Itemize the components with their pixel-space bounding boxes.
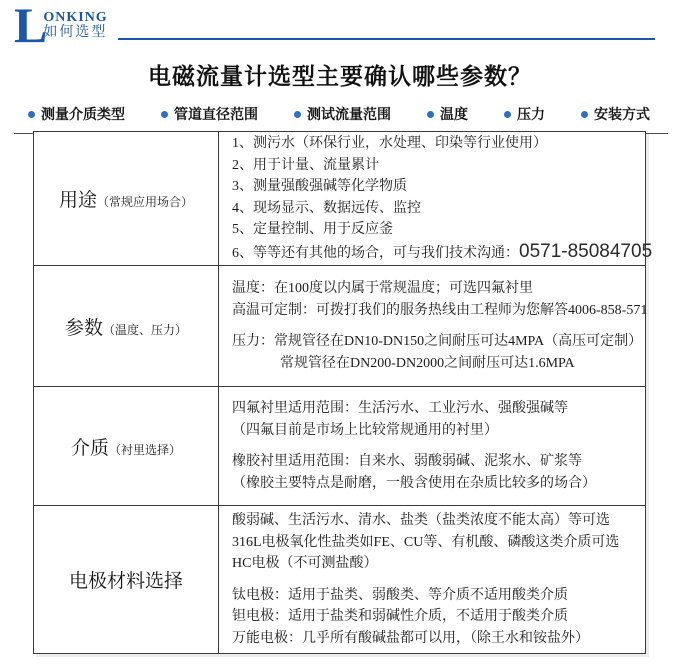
- bullet-item: [294, 104, 391, 124]
- row-content-cell: [219, 132, 660, 265]
- content-line: [232, 353, 647, 375]
- selection-table: [33, 131, 653, 654]
- bullet-label: 压力: [517, 108, 545, 123]
- bullet-item: [581, 104, 650, 124]
- row-content-cell: [219, 266, 655, 386]
- row-content-cell: [219, 506, 645, 653]
- page-title: 电磁流量计选型主要确认哪些参数？: [148, 64, 532, 89]
- content-line-text: 常规管径在DN200-DN2000之间耐压可达1.6MPA: [280, 355, 575, 371]
- content-line-text: 四氟衬里适用范围：生活污水、工业污水、强酸强碱等: [232, 401, 568, 416]
- content-line: [232, 278, 647, 300]
- row-label-title: 介质: [70, 437, 109, 459]
- content-line-text: 1、测污水（环保行业，水处理、印染等行业使用）: [232, 136, 547, 151]
- table-row: [34, 266, 648, 387]
- content-line-text: 5、定量控制、用于反应釜: [232, 222, 393, 237]
- bullet-label: 安装方式: [594, 108, 650, 123]
- content-line: [232, 451, 637, 473]
- content-line: [232, 398, 637, 420]
- table-row: [34, 132, 653, 266]
- bullet-label: 测量介质类型: [41, 108, 125, 123]
- content-line: [232, 420, 637, 442]
- bullet-row: [28, 104, 650, 124]
- content-line: [232, 241, 652, 265]
- logo-text: [43, 4, 107, 41]
- row-label: [59, 185, 193, 212]
- logo-underline-rule: [118, 38, 655, 40]
- content-line-text: 2、用于计量、流量累计: [232, 157, 379, 173]
- logo-brand: ONKING: [43, 10, 108, 25]
- content-line-text: 3、测量强酸强碱等化学物质: [232, 179, 407, 194]
- row-label-note: （衬里选择）: [109, 442, 182, 457]
- content-line-text: 6、等等还有其他的场合，可与我们技术沟通：: [232, 245, 519, 261]
- content-line: [232, 300, 647, 322]
- content-line: [232, 606, 637, 628]
- content-line-text: 温度：在100度以内属于常规温度；可选四氟衬里: [232, 281, 533, 296]
- logo-letter-icon: L: [14, 0, 48, 53]
- content-line-text: 高温可定制：可拨打我们的服务热线由工程师为您解答4006-858-571: [232, 302, 648, 318]
- content-line-text: 压力：常规管径在DN10-DN150之间耐压可达4MPA（高压可定制）: [232, 334, 643, 349]
- content-line-text: （橡胶主要特点是耐磨，一般含使用在杂质比较多的场合）: [232, 475, 596, 491]
- content-line-text: 酸弱碱、生活污水、清水、盐类（盐类浓度不能太高）等可选: [232, 513, 610, 528]
- content-line-text: 钽电极：适用于盐类和弱碱性介质，不适用于酸类介质: [232, 609, 568, 624]
- row-label-cell: [34, 132, 219, 265]
- content-line: [232, 585, 637, 607]
- content-line: [232, 155, 652, 177]
- bullet-dot-icon: [28, 111, 35, 118]
- content-line-text: 钛电极：适用于盐类、弱酸类、等介质不适用酸类介质: [232, 587, 568, 603]
- content-line-text: 316L电极氧化性盐类如FE、CU等、有机酸、磷酸这类介质可选: [232, 534, 620, 550]
- content-line: [232, 510, 637, 532]
- bullet-item: [161, 104, 258, 124]
- content-line: [232, 133, 652, 155]
- row-label-cell: [34, 387, 219, 505]
- phone-number: 0571-85084705: [519, 240, 653, 262]
- row-label: [71, 433, 181, 460]
- content-line-text: （四氟目前是市场上比较常规通用的衬里）: [232, 422, 498, 438]
- bullet-dot-icon: [294, 111, 301, 118]
- content-line: [232, 473, 637, 495]
- lonking-logo: [14, 0, 108, 53]
- content-line-text: HC电极（不可测盐酸）: [232, 556, 378, 571]
- content-line: [232, 219, 652, 241]
- row-label-title: 电极材料选择: [68, 571, 183, 592]
- row-label-cell: [34, 266, 219, 386]
- content-line: [232, 198, 652, 220]
- row-label-cell: [34, 506, 219, 653]
- content-line: [232, 553, 637, 575]
- bullet-dot-icon: [581, 111, 588, 118]
- logo-subtitle: 如何选型: [43, 25, 108, 40]
- table-row: [34, 506, 645, 653]
- bullet-label: 温度: [440, 108, 468, 123]
- content-line: [232, 331, 647, 353]
- row-content-cell: [219, 387, 645, 505]
- content-line-text: 橡胶衬里适用范围：自来水、弱酸弱碱、泥浆水、矿浆等: [232, 454, 582, 469]
- row-label-note: （温度、压力）: [103, 322, 188, 337]
- bullet-item: [427, 104, 468, 124]
- bullet-dot-icon: [427, 111, 434, 118]
- bullet-item: [504, 104, 545, 124]
- row-label: [65, 313, 187, 340]
- header: [0, 0, 680, 53]
- row-label-note: （常规应用场合）: [97, 195, 194, 209]
- content-line: [232, 176, 652, 198]
- bullet-label: 测试流量范围: [307, 108, 391, 123]
- content-line-text: 万能电极：几乎所有酸碱盐都可以用，（除王水和铵盐外）: [232, 630, 589, 646]
- table-row: [34, 387, 645, 506]
- content-line-text: 4、现场显示、数据远传、监控: [232, 200, 421, 216]
- content-line: [232, 532, 637, 554]
- content-line: [232, 628, 637, 650]
- row-label-title: 用途: [58, 190, 97, 211]
- row-label-title: 参数: [64, 317, 103, 339]
- bullet-item: [28, 104, 125, 124]
- row-label: [69, 566, 183, 593]
- bullet-label: 管道直径范围: [174, 108, 258, 123]
- bullet-dot-icon: [504, 111, 511, 118]
- bullet-dot-icon: [161, 111, 168, 118]
